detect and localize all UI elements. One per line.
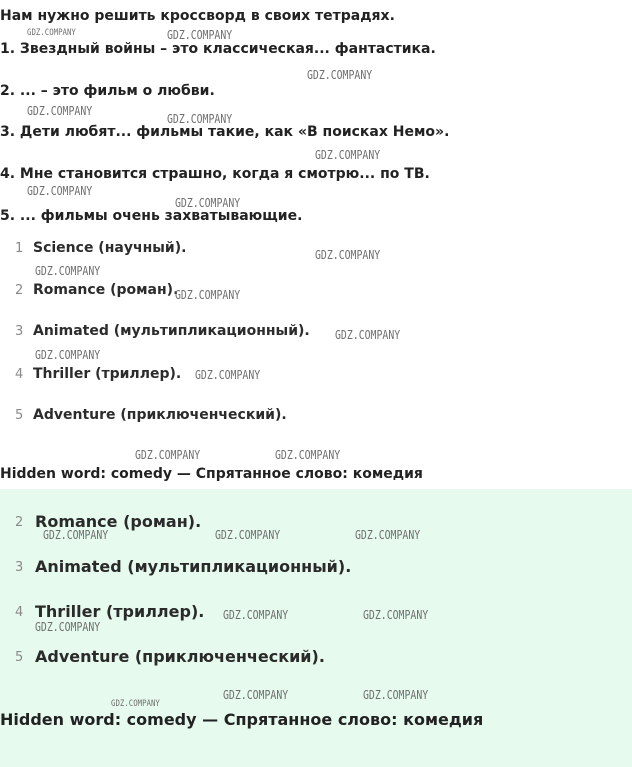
watermark: GDZ.COMPANY — [315, 148, 381, 162]
question-1: 1. Звездный войны – это классическая... фантастика. — [0, 41, 436, 57]
answer-number: 5 — [15, 408, 24, 423]
question-3: 3. Дети любят... фильмы такие, как «В поисках Немо». — [0, 124, 450, 140]
panel-answer-number: 5 — [15, 650, 24, 665]
watermark: GDZ.COMPANY — [167, 28, 233, 42]
watermark: GDZ.COMPANY — [111, 699, 160, 709]
panel-answer-number: 3 — [15, 560, 24, 575]
hidden-word: Hidden word: comedy — Спрятанное слово: комедия — [0, 466, 423, 482]
panel-answer-item: Adventure (приключенческий). — [35, 647, 325, 666]
answer-number: 4 — [15, 367, 24, 382]
watermark: GDZ.COMPANY — [223, 608, 289, 622]
panel-answer-number: 2 — [15, 515, 24, 530]
panel-answer-item: Thriller (триллер). — [35, 602, 205, 621]
watermark: GDZ.COMPANY — [355, 528, 421, 542]
watermark: GDZ.COMPANY — [35, 348, 101, 362]
watermark: GDZ.COMPANY — [335, 328, 401, 342]
watermark: GDZ.COMPANY — [35, 620, 101, 634]
watermark: GDZ.COMPANY — [175, 196, 241, 210]
question-2: 2. ... – это фильм о любви. — [0, 83, 215, 99]
watermark: GDZ.COMPANY — [307, 68, 373, 82]
watermark: GDZ.COMPANY — [27, 28, 76, 38]
watermark: GDZ.COMPANY — [195, 368, 261, 382]
watermark: GDZ.COMPANY — [27, 104, 93, 118]
answer-item: Science (научный). — [33, 240, 187, 256]
watermark: GDZ.COMPANY — [363, 608, 429, 622]
answer-number: 2 — [15, 283, 24, 298]
watermark: GDZ.COMPANY — [275, 448, 341, 462]
intro-text: Нам нужно решить кроссворд в своих тетрадях. — [0, 8, 395, 24]
watermark: GDZ.COMPANY — [363, 688, 429, 702]
question-5: 5. ... фильмы очень захватывающие. — [0, 208, 303, 224]
panel-answer-item: Romance (роман). — [35, 512, 202, 531]
answer-item: Adventure (приключенческий). — [33, 407, 287, 423]
watermark: GDZ.COMPANY — [167, 112, 233, 126]
panel-hidden-word: Hidden word: comedy — Спрятанное слово: комедия — [0, 710, 484, 729]
question-4: 4. Мне становится страшно, когда я смотрю... по ТВ. — [0, 166, 430, 182]
watermark: GDZ.COMPANY — [35, 264, 101, 278]
answer-item: Animated (мультипликационный). — [33, 323, 310, 339]
watermark: GDZ.COMPANY — [315, 248, 381, 262]
watermark: GDZ.COMPANY — [215, 528, 281, 542]
panel-answer-item: Animated (мультипликационный). — [35, 557, 352, 576]
answer-number: 1 — [15, 241, 24, 256]
answer-item: Romance (роман). — [33, 282, 179, 298]
watermark: GDZ.COMPANY — [175, 288, 241, 302]
watermark: GDZ.COMPANY — [27, 184, 93, 198]
answer-number: 3 — [15, 324, 24, 339]
panel-answer-number: 4 — [15, 605, 24, 620]
watermark: GDZ.COMPANY — [135, 448, 201, 462]
watermark: GDZ.COMPANY — [223, 688, 289, 702]
answer-item: Thriller (триллер). — [33, 366, 182, 382]
watermark: GDZ.COMPANY — [43, 528, 109, 542]
